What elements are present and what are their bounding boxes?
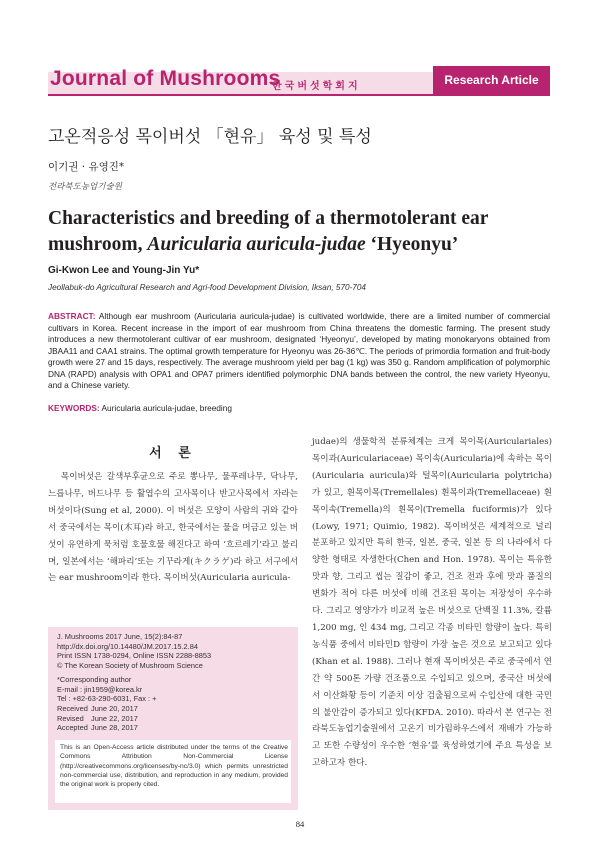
date-value: June 20, 2017 xyxy=(91,704,138,713)
date-value: June 22, 2017 xyxy=(91,713,138,723)
date-label: Received xyxy=(57,704,88,713)
copyright: © The Korean Society of Mushroom Science xyxy=(57,661,203,671)
date-accepted xyxy=(57,723,138,733)
date-received xyxy=(57,704,138,714)
keywords-label: KEYWORDS: xyxy=(48,403,100,413)
email[interactable]: E-mail : jin1959@korea.kr xyxy=(57,684,143,694)
journal-title-korean: 한국버섯학회지 xyxy=(272,81,361,92)
doi-link[interactable]: http://dx.doi.org/10.14480/JM.2017.15.2.84 xyxy=(57,641,198,651)
authors-korean: 이기권 · 유영진* xyxy=(48,161,125,173)
corresponding-author: *Corresponding author xyxy=(57,674,132,684)
body-paragraph: 목이버섯은 갈색부후균으로 주로 뽕나무, 물푸레나무, 닥나무, 느릅나무, 버드나무 등 활엽수의 고사목이나 반고사목에서 자라는 버섯이다(Sung et al, 2000). 이 버섯은 모양이 사람의 귀와 같아서 중국에서는 목이(木耳)라 하고, 한국에서는 물을 머금고 있는 버섯이 유연하게 묵처럼 호물호물 해진다고 하여 ‘흐르레기’라고 불리며, 일본에서는 ‘해파리’또는 기꾸라게(キクラゲ)라 하고 서구에서는 ear mushroom이라 한다. 목이버섯(Auricularia auricula- xyxy=(48,472,298,584)
journal-title: Journal of Mushrooms xyxy=(50,67,281,90)
body-paragraph: judae)의 생물학적 분류체계는 크게 목이목(Auriculariales) 목이과(Auriculariaceae) 목이속(Auricularia)에 속하는 목이(Auricularia auricula)와 털목이(Auricularia polytricha)가 있고, 흰목이목(Tremellales) 흰목이과(Tremellaceae) 흰목이속(Tremella)의 흰목이(Tremella fuciformis)가 있다(Lowy, 1971; Quimio, 1982). 목이버섯은 세계적으로 널리 분포하고 있지만 특히 한국, 일본, 중국, 일본 등 의 나라에서 다양한 형태로 자생한다(Chen and Hon. 1978). 목이는 특유한 맛과 향, 그리고 씹는 질감이 좋고, 건조 전과 후에 맛과 품질의 변화가 적어 다른 버섯에 비해 건조된 목이는 저장성이 우수하다. 그리고 영양가가 비교적 높은 버섯으로 단백질 11.3%, 칼륨 1,200 mg, 인 434 mg, 그리고 각종 비타민 함량이 높다. 특히 농식품 중에서 비타민D 함량이 가장 높은 것으로 보고되고 있다(Khan et al. 1988). 그러나 현재 목이버섯은 주로 중국에서 연간 약 500톤 가량 건조품으로 수입되고 있으며, 중국산 버섯에서 이산화황 등이 기준치 이상 검출됨으로써 수입산에 대한 국민의 불안감이 증가되고 있다(KFDA. 2010). 따라서 본 연구는 전라북도농업기술원에서 고온기 비가림하우스에서 재배가 가능하고 또한 수량성이 우수한 ‘현유’를 육성하였기에 주요 특성을 보고하고자 한다. xyxy=(312,437,552,769)
title-korean: 고온적응성 목이버섯 「현유」 육성 및 특성 xyxy=(48,127,372,147)
authors-english: Gi-Kwon Lee and Young-Jin Yu* xyxy=(48,265,200,276)
title-english-part2: ‘Hyeonyu’ xyxy=(365,234,459,255)
affiliation-english: Jeollabuk-do Agricultural Research and Agri-food Development Division, Iksan, 570-704 xyxy=(48,283,366,292)
date-label: Revised xyxy=(57,713,84,723)
date-value: June 28, 2017 xyxy=(91,723,138,733)
body-column-left xyxy=(48,469,298,587)
dates xyxy=(57,704,138,733)
abstract-label: ABSTRACT: xyxy=(48,311,96,321)
page-number: 84 xyxy=(295,819,305,829)
body-column-right xyxy=(312,434,552,772)
keywords xyxy=(48,403,232,413)
date-label: Accepted xyxy=(57,723,88,733)
header-rule xyxy=(48,94,550,96)
date-revised xyxy=(57,714,138,724)
abstract-text: Although ear mushroom (Auricularia auricula-judae) is cultivated worldwide, there are a limited number of commercial cultivars in Korea. Recent increase in the import of ear mushroom from China threatens the domestic farming. The present study introduces a new thermotolerant cultivar of ear mushroom, designated ‘Hyeonyu’, developed by mating monokaryons obtained from JBAA11 and CAA1 strains. The optimal growth temperature for Hyeonyu was 26-36℃. The periods of primordia formation and fruit-body growth were 27 and 15 days, respectively. The average mushroom yield per bag (1 kg) was 350 g. Random amplification of polymorphic DNA (RAPD) analysis with OPA1 and OPA7 primers identified polymorphic DNA bands between the control, the new variety Hyeonyu, and a Chinese variety. xyxy=(48,311,550,390)
affiliation-korean: 전라북도농업기술원 xyxy=(48,182,122,192)
title-english xyxy=(48,206,558,258)
article-info xyxy=(57,632,293,704)
abstract xyxy=(48,311,550,392)
issn: Print ISSN 1738-0294, Online ISSN 2288-8853 xyxy=(57,651,212,661)
article-type-badge: Research Article xyxy=(433,66,550,94)
open-access-notice: This is an Open-Access article distributed under the terms of the Creative Commons Attribution Non-Commercial License (http://creativecommons.org/licenses/by-nc/3.0) which permits unrestricted non-commercial use, distribution, and reproduction in any medium, provided the original work is properly cited. xyxy=(60,744,288,789)
citation: J. Mushrooms 2017 June, 15(2):84-87 xyxy=(57,632,183,641)
title-english-species: Auricularia auricula-judae xyxy=(147,234,366,255)
section-heading: 서 론 xyxy=(149,446,197,461)
keywords-text: Auricularia auricula-judae, breeding xyxy=(99,403,232,413)
tel-fax: Tel : +82-63-290-6031, Fax : + xyxy=(57,694,157,704)
title-english-part1: Characteristics and breeding of a thermotolerant ear mushroom, xyxy=(48,208,489,255)
